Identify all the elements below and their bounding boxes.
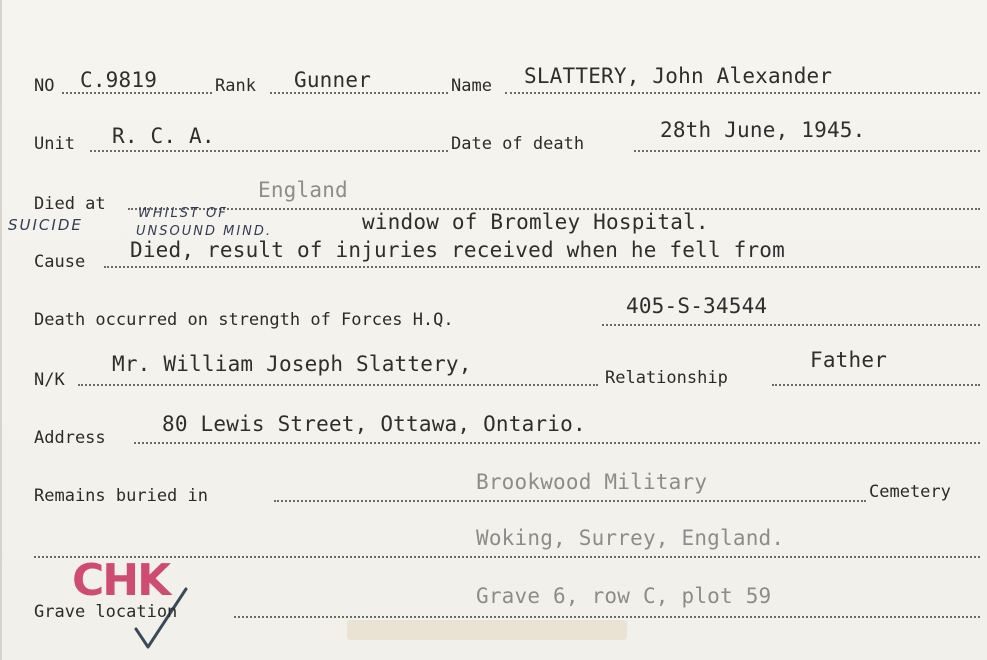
dotline-date — [634, 150, 980, 152]
value-date-of-death: 28th June, 1945. — [660, 118, 866, 142]
dotline-cause — [104, 266, 980, 268]
label-died-at: Died at — [34, 194, 106, 214]
label-address: Address — [34, 428, 106, 448]
value-forces-hq: 405-S-34544 — [626, 294, 768, 318]
dotline-unit — [90, 150, 448, 152]
value-unit: R. C. A. — [112, 124, 215, 148]
label-relationship: Relationship — [605, 368, 728, 388]
label-death-occurred: Death occurred on strength of Forces H.Q. — [34, 310, 454, 330]
value-next-of-kin: Mr. William Joseph Slattery, — [112, 352, 472, 376]
dotline-address — [134, 442, 980, 444]
label-cause: Cause — [34, 252, 86, 272]
value-died-at: England — [258, 178, 348, 202]
label-nk: N/K — [34, 370, 65, 390]
handwritten-unsound-mind: UNSOUND MIND. — [136, 224, 273, 239]
paper-stain — [347, 620, 627, 640]
label-no: NO — [34, 76, 55, 96]
value-relationship: Father — [810, 348, 888, 372]
handwritten-suicide: SUICIDE — [8, 216, 83, 234]
value-cemetery-location: Woking, Surrey, England. — [476, 526, 785, 550]
dotline-cemetery-location — [34, 556, 980, 558]
value-grave: Grave 6, row C, plot 59 — [476, 584, 772, 608]
value-number: C.9819 — [80, 68, 158, 92]
label-rank: Rank — [215, 76, 256, 96]
label-cemetery: Cemetery — [869, 482, 951, 502]
label-grave-location: Grave location — [34, 602, 178, 622]
dotline-nk — [78, 384, 598, 386]
value-address: 80 Lewis Street, Ottawa, Ontario. — [162, 412, 586, 436]
dotline-forces-hq — [602, 324, 980, 326]
dotline-grave — [234, 616, 980, 618]
label-unit: Unit — [34, 134, 75, 154]
dotline-name — [505, 92, 980, 94]
dotline-relationship — [772, 384, 980, 386]
label-name: Name — [451, 76, 492, 96]
value-name: SLATTERY, John Alexander — [524, 64, 833, 88]
value-cause-line1: window of Bromley Hospital. — [362, 210, 709, 234]
value-remains: Brookwood Military — [476, 470, 708, 494]
value-cause-line2: Died, result of injuries received when he fell from — [130, 238, 785, 262]
dotline-rank — [270, 92, 448, 94]
handwritten-whilst-of: WHILST OF — [138, 206, 228, 221]
label-remains: Remains buried in — [34, 486, 208, 506]
chk-stamp: CHK — [72, 555, 170, 606]
value-rank: Gunner — [294, 68, 372, 92]
dotline-no — [62, 92, 212, 94]
label-date-of-death: Date of death — [451, 134, 585, 154]
dotline-remains — [274, 500, 866, 502]
